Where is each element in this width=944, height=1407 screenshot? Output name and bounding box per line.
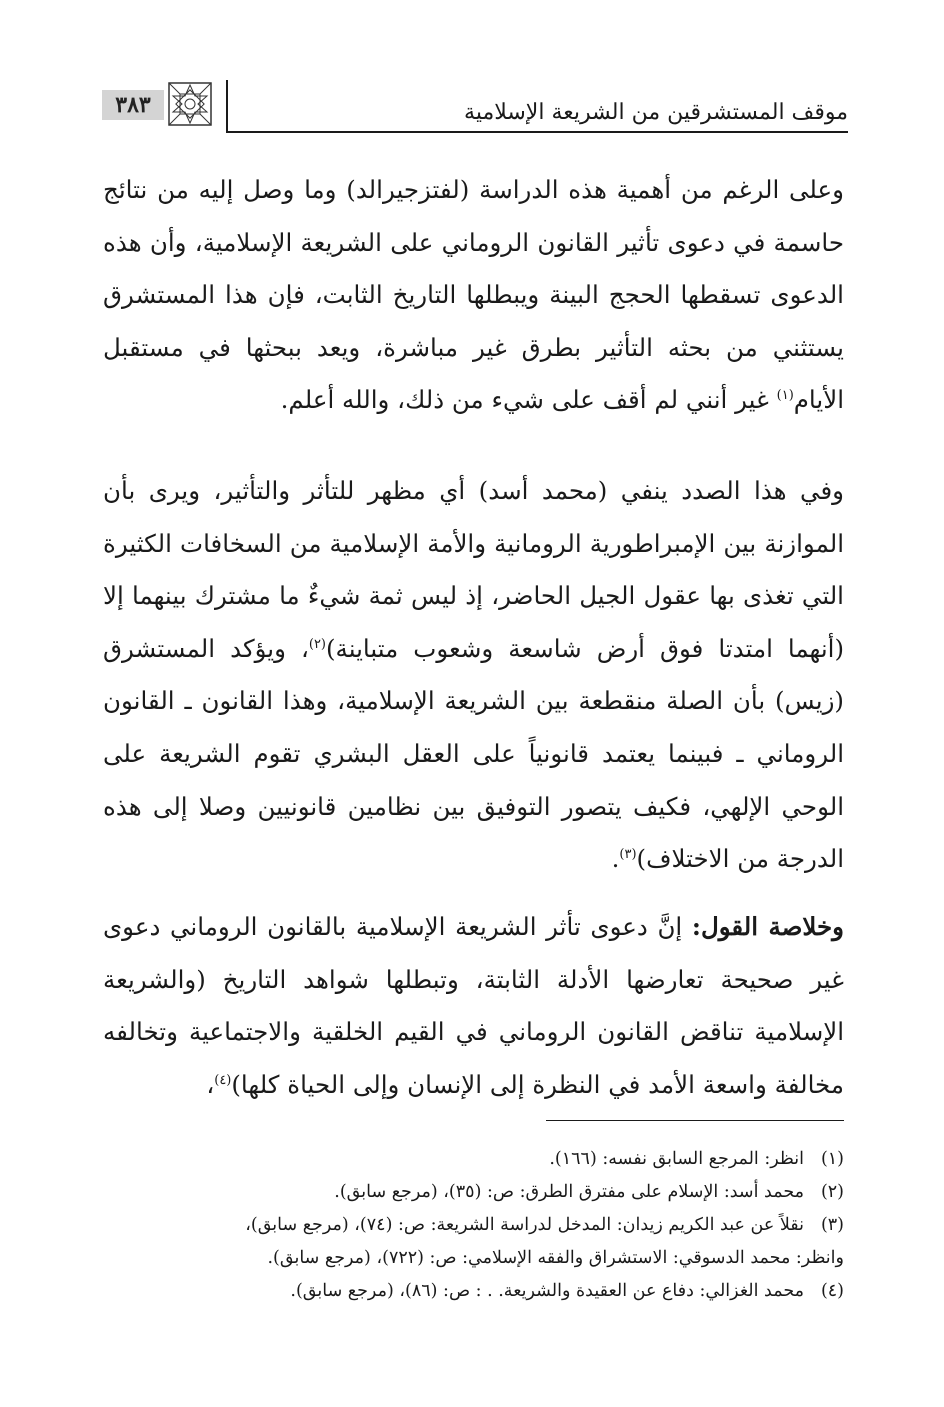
header-rule [226, 131, 848, 133]
paragraph-2 [103, 465, 844, 886]
footnote-text: محمد أسد: الإسلام على مفترق الطرق: ص: (٣٥)، (مرجع سابق). [334, 1182, 804, 1202]
running-title: موقف المستشرقين من الشريعة الإسلامية [464, 100, 848, 125]
page-number: ٣٨٣ [102, 90, 164, 120]
footnote-3-continued [103, 1242, 844, 1275]
footnote-1 [103, 1143, 844, 1176]
paragraph-2-text: وفي هذا الصدد ينفي (محمد أسد) أي مظهر للتأثر والتأثير، ويرى بأن الموازنة بين الإمبراطورية الرومانية والأمة الإسلامية من السخافات الكثيرة التي تغذى بها عقول الجيل الحاضر، إذ ليس ثمة شيءٌ ما مشترك بينهما إلا (أنهما امتدتا فوق أرض شاسعة وشعوب متباينة) [103, 476, 844, 663]
paragraph-1-tail: غير أنني لم أقف على شيء من ذلك، والله أعلم. [280, 385, 777, 415]
page-header [96, 68, 848, 134]
footnote-text: نقلاً عن عبد الكريم زيدان: المدخل لدراسة الشريعة: ص: (٧٤)، (مرجع سابق)، [245, 1215, 804, 1235]
footnote-separator [546, 1120, 844, 1121]
geometric-star-ornament-icon [168, 82, 212, 126]
footnote-ref-3[interactable]: (٣) [619, 847, 637, 862]
footnote-2 [103, 1176, 844, 1209]
footnote-3 [103, 1209, 844, 1242]
footnote-ref-4[interactable]: (٤) [214, 1072, 232, 1088]
page-number-box [96, 82, 216, 126]
paragraph-1-text: وعلى الرغم من أهمية هذه الدراسة (لفتزجيرالد) وما وصل إليه من نتائج حاسمة في دعوى تأثير القانون الروماني على الشريعة الإسلامية، وأن هذه الدعوى تسقطها الحجج البينة ويبطلها التاريخ الثابت، فإن هذا المستشرق يستثني من بحثه التأثير بطرق غير مباشرة، ويعد ببحثها في مستقبل الأيام [103, 175, 844, 415]
footnote-text: وانظر: محمد الدسوقي: الاستشراق والفقه الإسلامي: ص: (٧٢٢)، (مرجع سابق). [267, 1248, 844, 1268]
paragraph-3-tail: ، [206, 1069, 215, 1099]
paragraph-3-lead: وخلاصة القول: [691, 912, 845, 941]
paragraph-2-tail: . [611, 844, 620, 874]
footnote-ref-2[interactable]: (٢) [308, 636, 326, 652]
footnote-number: (٤) [820, 1281, 844, 1301]
footnote-number: (٢) [820, 1182, 844, 1202]
footnote-text: انظر: المرجع السابق نفسه: (١٦٦). [549, 1149, 804, 1169]
footnote-number: (١) [820, 1149, 844, 1169]
footnotes [103, 1143, 844, 1308]
paragraph-3-text: إنَّ دعوى تأثر الشريعة الإسلامية بالقانون الروماني دعوى غير صحيحة تعارضها الأدلة الثابتة، وتبطلها شواهد التاريخ (والشريعة الإسلامية تناقض القانون الروماني في القيم الخلقية والاجتماعية وتخالفه مخالفة واسعة الأمد في النظرة إلى الإنسان وإلى الحياة كلها) [103, 912, 844, 1099]
footnote-4 [103, 1275, 844, 1308]
footnote-text: محمد الغزالي: دفاع عن العقيدة والشريعة. . : ص: (٨٦)، (مرجع سابق). [290, 1281, 804, 1301]
paragraph-2-middle: ، ويؤكد المستشرق (زيس) بأن الصلة منقطعة بين الشريعة الإسلامية، وهذا القانون ـ القانون الروماني ـ فبينما يعتمد قانونياً على العقل البشري تقوم الشريعة على الوحي الإلهي، فكيف يتصور التوفيق بين نظامين قانونيين وصلا إلى هذه الدرجة من الاختلاف) [103, 633, 844, 874]
footnote-ref-1[interactable]: (١) [776, 388, 794, 404]
footnote-number: (٣) [820, 1215, 844, 1235]
paragraph-1 [103, 164, 844, 427]
header-divider [226, 80, 228, 133]
paragraph-3 [103, 901, 844, 1111]
